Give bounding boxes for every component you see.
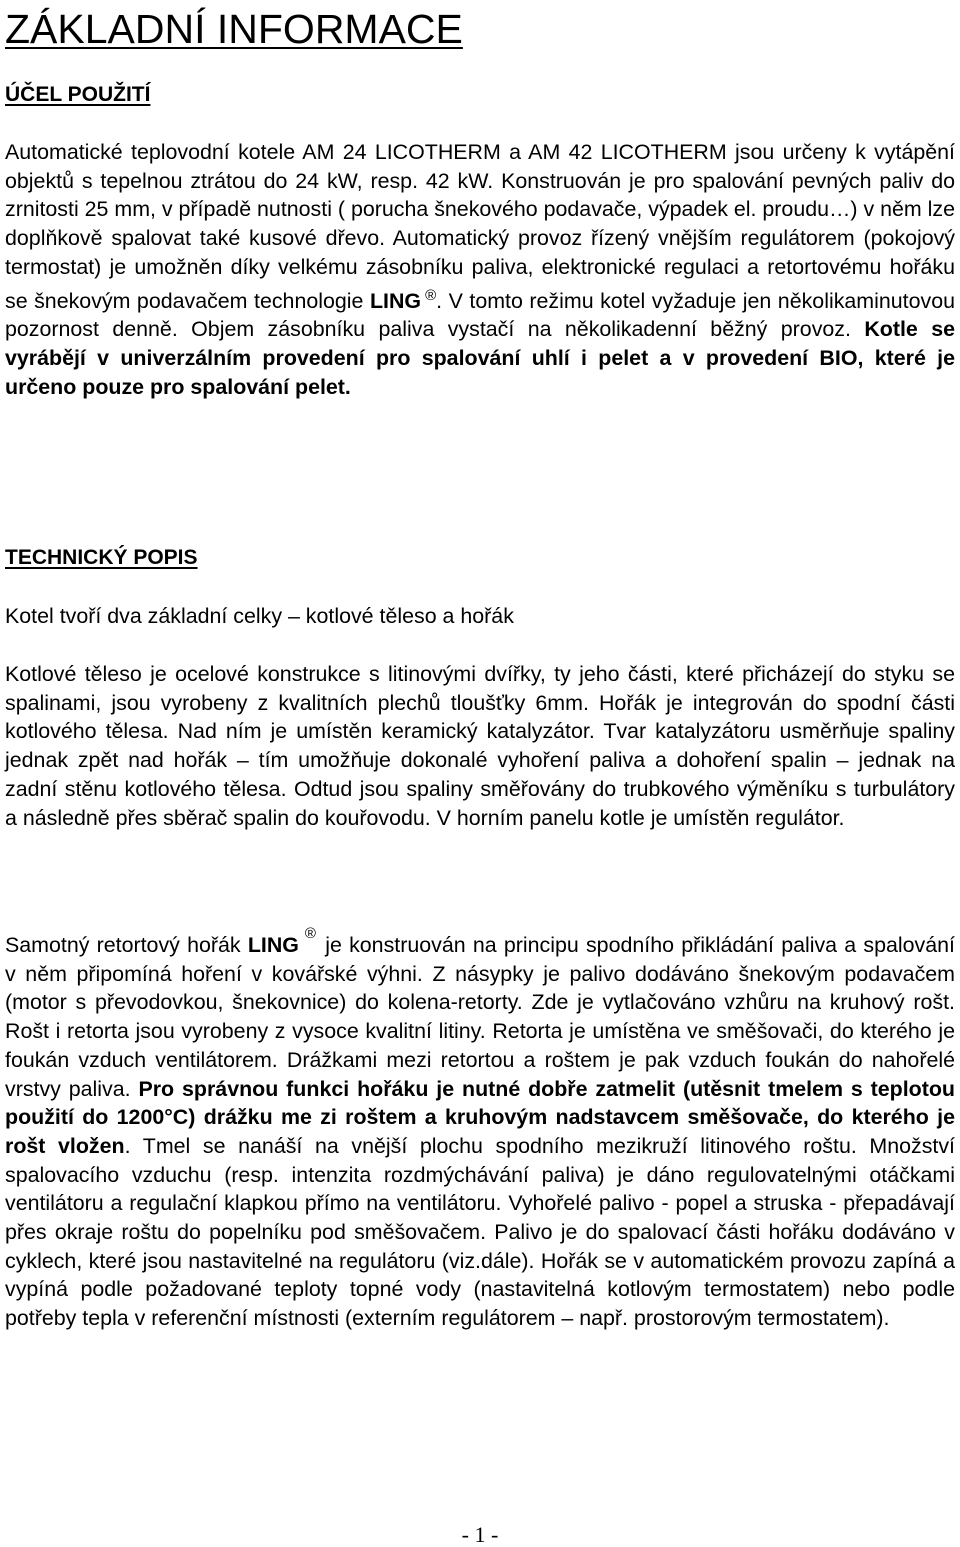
paragraph-purpose-text-2: . V tomto režimu kotel vyžaduje jen několikaminutovou pozornost denně. Objem zásobníku paliva vystačí na několikadenní běžný provoz.	[5, 288, 955, 342]
registered-mark: ®	[425, 286, 437, 304]
ling-brand-2: LING	[247, 933, 299, 957]
section-heading-technical: TECHNICKÝ POPIS	[5, 546, 198, 569]
paragraph-purpose-text: Automatické teplovodní kotele AM 24 LICOTHERM a AM 42 LICOTHERM jsou určeny k vytápění objektů s tepelnou ztrátou do 24 kW, resp. 42 kW. Konstruován je pro spalování pevných paliv do zrnitosti 25 mm, v případě nutnosti ( porucha šnekového podavače, výpadek el. proudu…) v něm lze doplňkově spalovat také kusové dřevo. Automatický provoz řízený vnějším regulátorem (pokojový termostat) je umožněn díky velkému zásobníku paliva, elektronické regulaci a retortovému hořáku se šnekovým podavačem technologie	[5, 140, 956, 313]
paragraph-burner-text: Samotný retortový hořák	[5, 933, 248, 957]
page-number: - 1 -	[461, 1522, 499, 1547]
paragraph-burner-bold: Pro správnou funkci hořáku je nutné dobře zatmelit (utěsnit tmelem s teplotou použití do 1200°C) drážku me zi roštem a kruhovým nadstavcem směšovače, do kterého je rošt vložen	[5, 1076, 955, 1158]
ling-brand: LING	[369, 288, 422, 313]
section-heading-purpose: ÚČEL POUŽITÍ	[5, 83, 151, 106]
paragraph-burner-text-3: . Tmel se nanáší na vnější plochu spodního mezikruží litinového roštu. Množství spalovacího vzduchu (resp. intenzita rozdmýchávání paliva) je dáno regulovatelnými otáčkami ventilátoru a regulační klapkou přímo na ventilátoru. Vyhořelé palivo - popel a struska - přepadávají přes okraje roštu do popelníku pod směšovačem. Palivo je do spalovací části hořáku dodáváno v cyklech, které jsou nastavitelné na regulátoru (viz.dále). Hořák se v automatickém provozu zapíná a vypíná podle požadované teploty topné vody (nastavitelná kotlovým termostatem) nebo podle potřeby tepla v referenční místnosti (externím regulátorem – např. prostorovým termostatem).	[5, 1133, 955, 1331]
registered-mark-2: ®	[304, 925, 316, 942]
paragraph-burner-text-2: je konstruován na principu spodního přikládání paliva a spalování v něm připomíná hoření v kovářské výhni. Z násypky je palivo dodáváno šnekovým podavačem (motor s převodovkou, šnekovnice) do kolena-retorty. Zde je vytlačováno vzhůru na kruhový rošt. Rošt i retorta jsou vyrobeny z vysoce kvalitní litiny. Retorta je umístěna ve směšovači, do kterého je foukán vzduch ventilátorem. Drážkami mezi retortou a roštem je pak vzduch foukán do nahořelé vrstvy paliva.	[5, 933, 955, 1101]
paragraph-boiler-body: Kotlové těleso je ocelové konstrukce s litinovými dvířky, ty jeho části, které přicházejí do styku se spalinami, jsou vyrobeny z kvalitních plechů tloušťky 6mm. Hořák je integrován do spodní části kotlového tělesa. Nad ním je umístěn keramický katalyzátor. Tvar katalyzátoru usměrňuje spaliny jednak zpět nad hořák – tím umožňuje dokonalé vyhoření paliva a dohoření spalin – jednak na zadní stěnu kotlového tělesa. Odtud jsou spaliny směřovány do trubkového výměníku s turbulátory a následně přes sběrač spalin do kouřovodu. V horním panelu kotle je umístěn regulátor.	[5, 662, 955, 830]
page-title: ZÁKLADNÍ INFORMACE	[5, 6, 463, 52]
paragraph-purpose	[5, 138, 955, 401]
paragraph-purpose-bold: Kotle se vyrábějí v univerzálním provedení pro spalování uhlí i pelet a v provedení BIO, které je určeno pouze pro spalování pelet.	[5, 317, 955, 399]
paragraph-burner	[5, 920, 955, 1333]
paragraph-lead: Kotel tvoří dva základní celky – kotlové těleso a hořák	[5, 604, 514, 628]
